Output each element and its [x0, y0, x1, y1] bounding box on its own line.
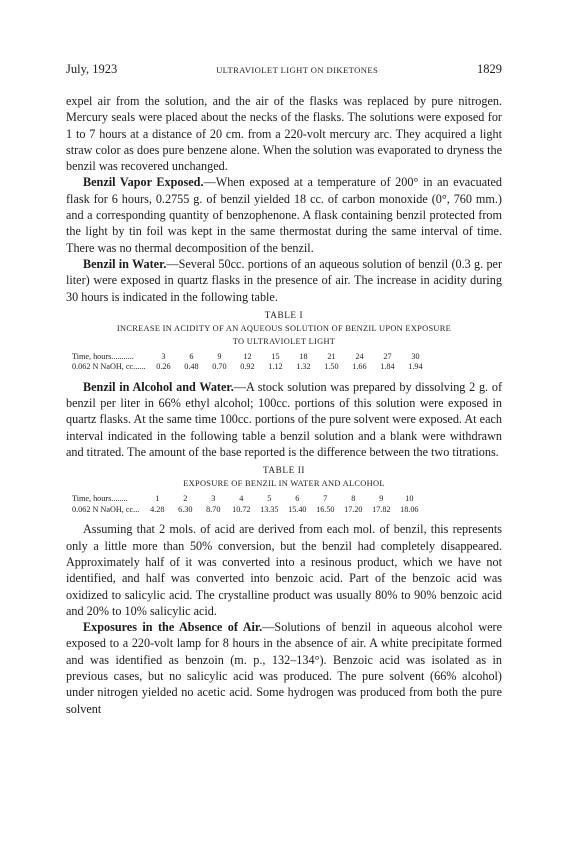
section-heading: Benzil in Water. [83, 256, 167, 271]
paragraph-text: expel air from the solution, and the air of the flasks was replaced by pure nitrogen. Mercury seals were placed about the necks of the flasks. The solutions were exposed for 1 to 7 hours at a distance of 20 cm. from a 220-volt mercury arc. They acquired a light straw color as does pure benzene alone. When the solution was evaporated to dryness the benzil was recovered unchanged. [66, 94, 502, 174]
table-cell: 1.66 [352, 362, 367, 372]
paragraph-benzil-vapor [66, 174, 502, 255]
page-number: 1829 [477, 62, 502, 76]
table-cell: 0.70 [212, 362, 227, 372]
table-cell: 4 [239, 494, 244, 504]
table-cell: 6 [189, 351, 194, 361]
running-title: ULTRAVIOLET LIGHT ON DIKETONES [216, 65, 379, 75]
table-title: TABLE I [264, 309, 304, 320]
table-row [72, 505, 423, 516]
paragraph-absence-of-air [66, 619, 502, 717]
table-row [72, 352, 429, 363]
row-label: Time, hours........ [72, 494, 128, 504]
table-cell: 7 [323, 494, 328, 504]
table-row [72, 362, 429, 373]
table-caption: EXPOSURE OF BENZIL IN WATER AND ALCOHOL [183, 479, 385, 489]
table-cell: 1.94 [408, 362, 423, 372]
table-cell: 2 [183, 494, 188, 504]
table-cell: 10 [405, 494, 414, 504]
table-cell: 0.26 [156, 362, 171, 372]
table-cell: 3 [161, 351, 166, 361]
table-cell: 12 [243, 351, 252, 361]
paragraph-text: —When exposed at a temperature of 200° in an evacuated flask for 6 hours, 0.2755 g. of benzil yielded 18 cc. of carbon monoxide (0°, 760 mm.) and a corresponding quantity of benzophenone. A flask containing benzil protected from the light by tin foil was kept in the same thermostat during the same interval of time. There was no thermal decomposition of the benzil. [66, 175, 502, 255]
paragraph-benzil-alcohol-water [66, 379, 502, 460]
table-title: TABLE II [262, 465, 306, 476]
table-caption: INCREASE IN ACIDITY OF AN AQUEOUS SOLUTION OF BENZIL UPON EXPOSURE [116, 323, 452, 333]
article-body [66, 93, 502, 717]
table-cell: 1.12 [268, 362, 283, 372]
table-cell: 0.48 [184, 362, 199, 372]
table-row [72, 494, 423, 505]
table-cell: 9 [217, 351, 222, 361]
table-2 [66, 464, 502, 515]
table-1 [66, 309, 502, 373]
table-cell: 5 [267, 494, 272, 504]
paragraph-text: Assuming that 2 mols. of acid are derived from each mol. of benzil, this represents only a little more than 50% conversion, but the benzil had completely disappeared. Approximately half of it was converted into a resinous product, which we have not identified, and half was converted into benzoic acid. Part of the benzoic acid was oxidized to salicylic acid. The crystalline product was usually 80% to 90% benzoic acid and 20% to 10% salicylic acid. [66, 522, 502, 618]
page-header [66, 62, 502, 77]
row-label: 0.062 N NaOH, cc... [72, 504, 140, 514]
table-cell: 13.35 [260, 504, 279, 514]
paragraph-text: —Solutions of benzil in aqueous alcohol were exposed to a 220-volt lamp for 8 hours in the absence of air. A white precipitate formed and was identified as benzoin (m. p., 132–134°). Benzoic acid was isolated as in previous cases, but no salicylic acid was produced. The pure solvent (66% alcohol) under nitrogen yielded no acetic acid. Some hydrogen was produced from both the pure solvent [66, 620, 503, 716]
table-cell: 21 [327, 351, 336, 361]
table-cell: 17.82 [372, 504, 391, 514]
table-cell: 15.40 [288, 504, 307, 514]
table-cell: 27 [383, 351, 392, 361]
table-cell: 8 [351, 494, 356, 504]
section-heading: Benzil in Alcohol and Water. [83, 379, 234, 394]
table-cell: 15 [271, 351, 280, 361]
header-date: July, 1923 [66, 62, 118, 76]
table-cell: 6.30 [178, 504, 193, 514]
section-heading: Exposures in the Absence of Air. [83, 620, 263, 635]
section-heading: Benzil Vapor Exposed. [83, 175, 204, 190]
table-cell: 9 [379, 494, 384, 504]
table-cell: 17.20 [344, 504, 363, 514]
table-cell: 30 [411, 351, 420, 361]
table-cell: 0.92 [240, 362, 255, 372]
table-cell: 24 [355, 351, 364, 361]
data-table [72, 352, 429, 373]
paragraph-conversion [66, 521, 502, 619]
table-cell: 3 [211, 494, 216, 504]
table-cell: 18.06 [400, 504, 419, 514]
table-cell: 1.50 [324, 362, 339, 372]
table-cell: 8.70 [206, 504, 221, 514]
table-cell: 10.72 [232, 504, 251, 514]
table-cell: 6 [295, 494, 300, 504]
row-label: 0.062 N NaOH, cc...... [72, 362, 146, 372]
paragraph-text: —Several 50cc. portions of an aqueous solution of benzil (0.3 g. per liter) were exposed in quartz flasks in the presence of air. The increase in acidity during 30 hours is indicated in the following table. [66, 256, 503, 304]
row-label: Time, hours........... [72, 351, 134, 361]
table-cell: 18 [299, 351, 308, 361]
table-cell: 1 [155, 494, 160, 504]
table-cell: 1.32 [296, 362, 311, 372]
table-caption: TO ULTRAVIOLET LIGHT [232, 336, 336, 346]
paragraph-benzil-water [66, 256, 502, 305]
paragraph-continued [66, 93, 502, 174]
table-cell: 1.84 [380, 362, 395, 372]
table-cell: 4.28 [150, 504, 165, 514]
table-cell: 16.50 [316, 504, 335, 514]
data-table [72, 494, 423, 515]
paragraph-text: —A stock solution was prepared by dissolving 2 g. of benzil per liter in 66% ethyl alcohol; 100cc. portions of this solution were exposed in quartz flasks. At the same time 100cc. portions of the pure solvent were exposed. At each interval indicated in the following table a benzil solution and a blank were withdrawn and titrated. The amount of the base reported is the difference between the two titrations. [66, 379, 502, 460]
